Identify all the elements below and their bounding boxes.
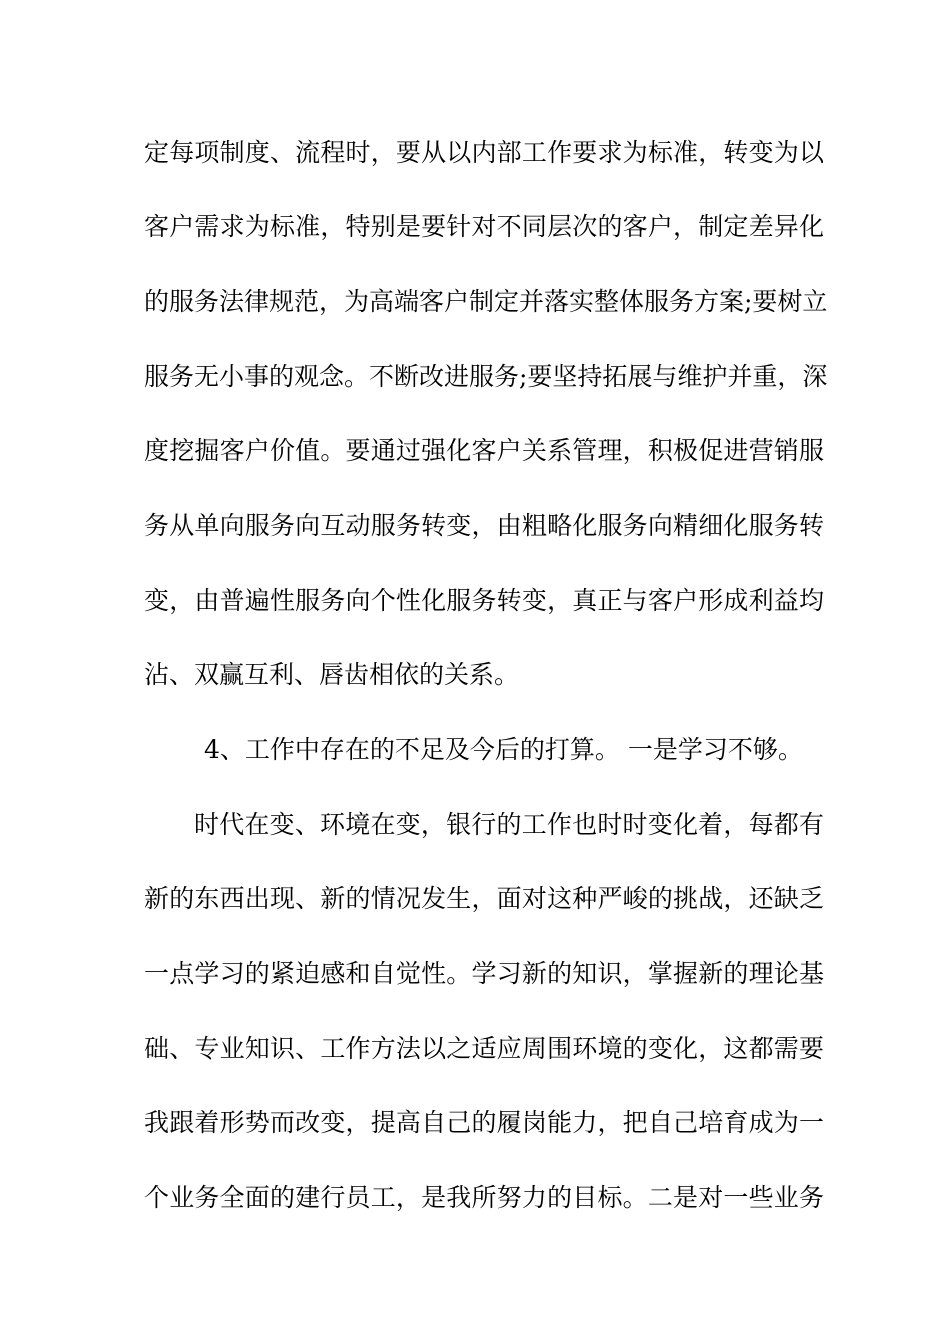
section-heading: 4、工作中存在的不足及今后的打算。 一是学习不够。 — [204, 735, 803, 764]
paragraph-1-line-4: 服务无小事的观念。不断改进服务;要坚持拓展与维护并重，深 — [144, 362, 828, 391]
paragraph-2-line-2: 新的东西出现、新的情况发生，面对这种严峻的挑战，还缺乏 — [144, 884, 824, 913]
paragraph-2-line-1: 时代在变、环境在变，银行的工作也时时变化着，每都有 — [194, 810, 824, 839]
paragraph-2-line-3: 一点学习的紧迫感和自觉性。学习新的知识，掌握新的理论基 — [144, 959, 824, 988]
paragraph-1-line-5: 度挖掘客户价值。要通过强化客户关系管理，积极促进营销服 — [144, 436, 824, 465]
paragraph-1-line-1: 定每项制度、流程时，要从以内部工作要求为标准，转变为以 — [144, 138, 824, 167]
paragraph-2-line-4: 础、专业知识、工作方法以之适应周围环境的变化，这都需要 — [144, 1034, 824, 1063]
paragraph-2-line-5: 我跟着形势而改变，提高自己的履岗能力，把自己培育成为一 — [144, 1108, 824, 1137]
paragraph-2-line-6: 个业务全面的建行员工，是我所努力的目标。二是对一些业务 — [144, 1183, 824, 1212]
paragraph-1-line-6: 务从单向服务向互动服务转变，由粗略化服务向精细化服务转 — [144, 511, 824, 540]
paragraph-1-line-3: 的服务法律规范，为高端客户制定并落实整体服务方案;要树立 — [144, 287, 828, 316]
paragraph-1-line-7: 变，由普遍性服务向个性化服务转变，真正与客户形成利益均 — [144, 586, 824, 615]
paragraph-1-line-2: 客户需求为标准，特别是要针对不同层次的客户，制定差异化 — [144, 212, 824, 241]
paragraph-1-line-8: 沾、双赢互利、唇齿相依的关系。 — [144, 660, 520, 689]
